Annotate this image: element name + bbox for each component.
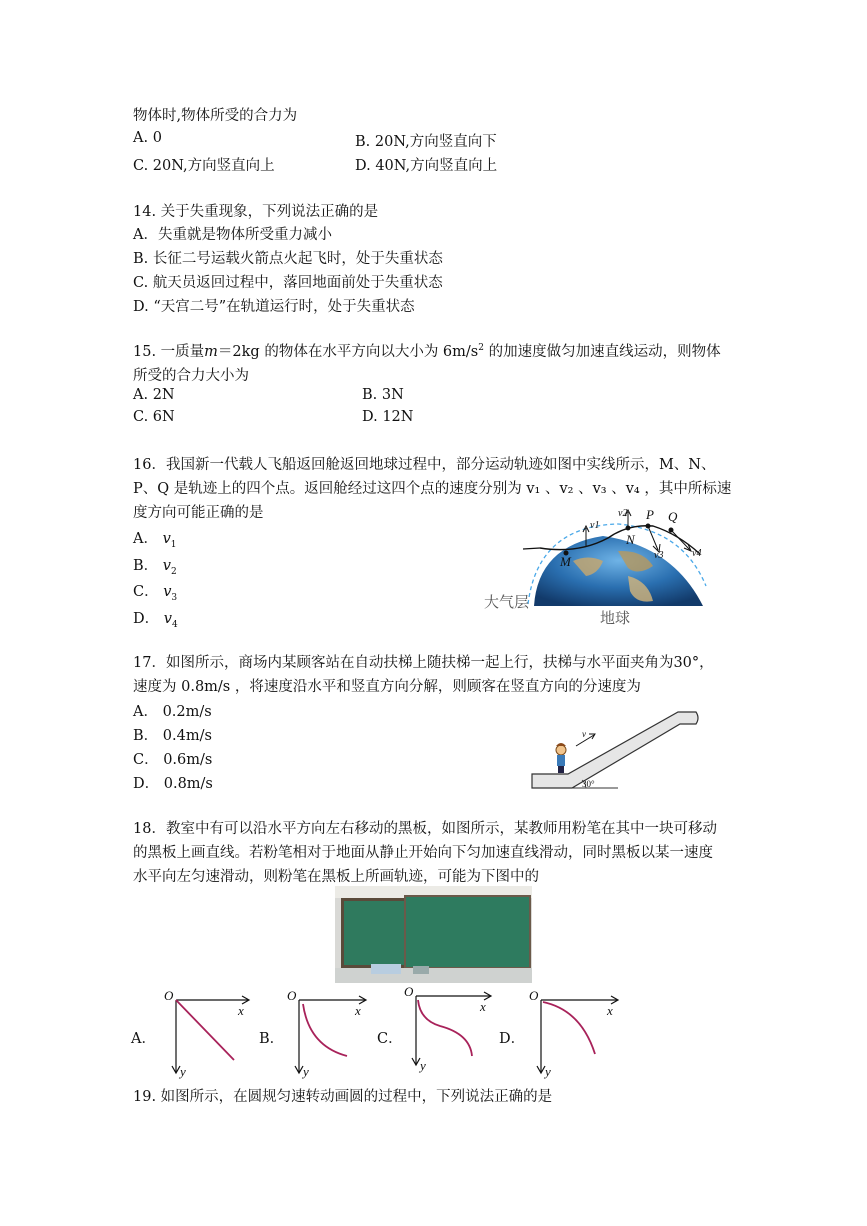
q18-graph-d: [525, 988, 625, 1080]
point-m-label: M: [560, 554, 571, 569]
graph-d-y-label: y: [545, 1064, 551, 1079]
q17-option-b: B． 0.4m/s: [133, 728, 212, 744]
graph-b-x-label: x: [355, 1003, 361, 1018]
atmosphere-label: 大气层: [484, 595, 530, 611]
q13-stem-tail: 物体时,物体所受的合力为: [133, 108, 298, 124]
graph-c-origin: O: [404, 984, 414, 999]
q18-stem-line2: 的黑板上画直线。若粉笔相对于地面从静止开始向下匀加速直线滑动，同时黑板以某一速度: [133, 845, 713, 861]
q17-option-a: A． 0.2m/s: [133, 704, 212, 720]
q14-option-d: D. “天宫二号”在轨道运行时，处于失重状态: [133, 299, 415, 315]
graph-a-x-label: x: [238, 1003, 244, 1018]
graph-b-curve: [303, 1004, 347, 1056]
q16-option-a: A． $v_1$: [133, 531, 177, 550]
blackboard-left-panel: [344, 901, 407, 965]
q18-graph-c: [400, 984, 500, 1080]
q14-stem: 14. 关于失重现象，下列说法正确的是: [133, 204, 379, 220]
graph-d-x-label: x: [607, 1003, 613, 1018]
q16-stem-line2: P、Q 是轨迹上的四个点。返回舱经过这四个点的速度分别为 v₁ 、v₂ 、v₃ 、v₄ ，其中所标速: [133, 481, 732, 497]
q17-option-c: C． 0.6m/s: [133, 752, 213, 768]
q18-graph-d-letter: D．: [499, 1031, 526, 1047]
earth-label: 地球: [600, 611, 631, 626]
q15-stem-line1: 15. 一质量m＝2kg 的物体在水平方向以大小为 $6m/s^2$ 的加速度做匀加速直线运动，则物体: [133, 343, 721, 360]
q15-option-d: D. 12N: [362, 409, 414, 425]
customer-body: [557, 755, 565, 766]
graph-d-curve: [543, 1002, 595, 1054]
q18-stem-line3: 水平向左匀速滑动，则粉笔在黑板上所画轨迹，可能为下图中的: [133, 869, 539, 885]
q19-stem: 19. 如图所示，在圆规匀速转动画圆的过程中，下列说法正确的是: [133, 1089, 553, 1105]
q17-stem-line1: 17．如图所示，商场内某顾客站在自动扶梯上随扶梯一起上行，扶梯与水平面夹角为30°，: [133, 655, 714, 671]
q16-stem-line1: 16．我国新一代载人飞船返回舱返回地球过程中，部分运动轨迹如图中实线所示，M、N、: [133, 457, 716, 473]
customer-head: [556, 745, 566, 755]
v4-label: v4: [692, 548, 702, 559]
graph-a-origin: O: [164, 988, 174, 1003]
q16-option-c: C． $v_3$: [133, 584, 178, 603]
q18-graph-a: [160, 988, 260, 1080]
v-label: v: [582, 729, 586, 739]
q14-option-c: C. 航天员返回过程中，落回地面前处于失重状态: [133, 275, 443, 291]
q18-graph-c-letter: C．: [377, 1031, 403, 1047]
angle-label: 30°: [582, 779, 595, 789]
q15-stem-line2: 所受的合力大小为: [133, 368, 249, 384]
q17-option-d: D． 0.8m/s: [133, 776, 213, 792]
v3-label: v3: [654, 550, 664, 561]
q17-stem-line2: 速度为 0.8m/s ，将速度沿水平和竖直方向分解，则顾客在竖直方向的分速度为: [133, 679, 641, 695]
q15-option-b: B. 3N: [362, 387, 404, 403]
q18-graph-b-letter: B．: [259, 1031, 285, 1047]
graph-a-curve: [176, 1000, 234, 1060]
point-n-label: N: [626, 532, 635, 547]
q14-option-b: B. 长征二号运载火箭点火起飞时，处于失重状态: [133, 251, 443, 267]
q16-option-d: D． $v_4$: [133, 611, 178, 630]
q15-option-c: C. 6N: [133, 409, 175, 425]
q13-option-d: D. 40N,方向竖直向上: [355, 158, 498, 174]
q18-blackboard-photo: [335, 886, 532, 983]
q13-option-a: A. 0: [133, 130, 162, 146]
q15-option-a: A. 2N: [133, 387, 175, 403]
q18-graph-b: [285, 988, 377, 1080]
q16-option-b: B． $v_2$: [133, 558, 177, 577]
point-p-label: P: [646, 507, 654, 522]
graph-b-origin: O: [287, 988, 297, 1003]
graph-b-y-label: y: [303, 1064, 309, 1079]
q17-escalator-figure: [528, 704, 703, 792]
q13-option-b: B. 20N,方向竖直向下: [355, 134, 497, 150]
graph-c-x-label: x: [480, 999, 486, 1014]
point-q-label: Q: [668, 509, 678, 524]
graph-a-y-label: y: [180, 1064, 186, 1079]
blackboard-movable-panel: [405, 896, 530, 968]
q18-graph-a-letter: A．: [131, 1031, 156, 1047]
q13-option-c: C. 20N,方向竖直向上: [133, 158, 275, 174]
v1-label: v1: [590, 520, 600, 531]
graph-c-y-label: y: [420, 1058, 426, 1073]
q14-option-a: A．失重就是物体所受重力减小: [133, 227, 332, 243]
graph-d-origin: O: [529, 988, 539, 1003]
q16-earth-figure: [478, 506, 728, 626]
graph-c-curve: [418, 1000, 472, 1056]
v2-label: v2: [618, 508, 628, 519]
q16-stem-line3: 度方向可能正确的是: [133, 505, 264, 521]
q18-stem-line1: 18．教室中有可以沿水平方向左右移动的黑板，如图所示，某教师用粉笔在其中一块可移动: [133, 821, 717, 837]
